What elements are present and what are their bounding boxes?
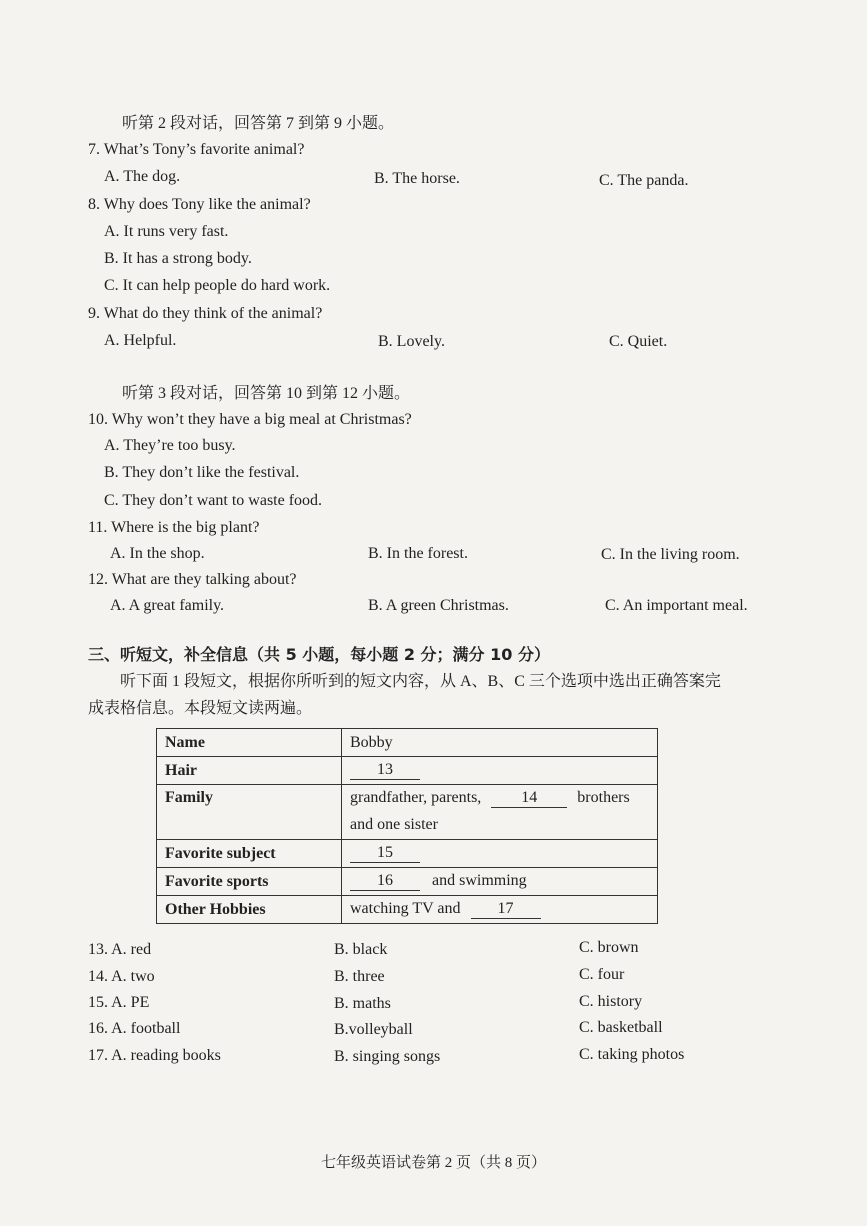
question-7-option-c: C. The panda. — [599, 172, 689, 189]
question-10-option-a: A. They’re too busy. — [104, 437, 236, 454]
question-8-option-c: C. It can help people do hard work. — [104, 277, 331, 294]
option-17-b: B. singing songs — [334, 1048, 441, 1065]
subject-label: Favorite subject — [157, 840, 342, 868]
question-10-stem: 10. Why won’t they have a big meal at Christmas? — [88, 411, 412, 428]
blank-13: 13 — [350, 761, 420, 780]
question-12-stem: 12. What are they talking about? — [88, 571, 297, 588]
instruction-part2: 听第 2 段对话，回答第 7 到第 9 小题。 — [122, 115, 395, 132]
subject-cell — [342, 840, 658, 868]
family-label: Family — [157, 785, 342, 840]
question-10-option-c: C. They don’t want to waste food. — [104, 492, 323, 509]
option-16-b: B.volleyball — [334, 1021, 413, 1038]
page-footer: 七年级英语试卷第 2 页（共 8 页） — [320, 1155, 546, 1171]
table-row — [157, 757, 658, 785]
question-12-option-c: C. An important meal. — [605, 597, 748, 614]
question-9-option-c: C. Quiet. — [609, 333, 668, 350]
question-9-option-a: A. Helpful. — [104, 332, 177, 349]
option-17-c: C. taking photos — [579, 1046, 685, 1063]
table-row — [157, 868, 658, 896]
question-11-stem: 11. Where is the big plant? — [88, 519, 260, 536]
table-row — [157, 785, 658, 840]
question-10-option-b: B. They don’t like the festival. — [104, 464, 300, 481]
option-16-c: C. basketball — [579, 1019, 663, 1036]
option-14-b: B. three — [334, 968, 385, 985]
question-11-option-b: B. In the forest. — [368, 545, 468, 562]
option-13-b: B. black — [334, 941, 388, 958]
question-11-option-a: A. In the shop. — [110, 545, 205, 562]
sports-cell — [342, 868, 658, 896]
question-12-option-b: B. A green Christmas. — [368, 597, 509, 614]
option-13-a: 13. A. red — [88, 941, 152, 958]
sports-post: and swimming — [432, 872, 527, 889]
hair-label: Hair — [157, 757, 342, 785]
blank-17: 17 — [471, 900, 541, 919]
question-11-option-c: C. In the living room. — [601, 546, 740, 563]
blank-16: 16 — [350, 872, 420, 891]
section-3-instruction-line1: 听下面 1 段短文，根据你所听到的短文内容，从 A、B、C 三个选项中选出正确答案完 — [120, 673, 721, 690]
hair-cell — [342, 757, 658, 785]
family-post: brothers — [577, 789, 630, 806]
blank-14: 14 — [491, 789, 567, 808]
question-9-option-b: B. Lovely. — [378, 333, 445, 350]
option-15-a: 15. A. PE — [88, 994, 150, 1011]
question-7-option-a: A. The dog. — [104, 168, 181, 185]
question-8-option-b: B. It has a strong body. — [104, 250, 252, 267]
name-label: Name — [157, 729, 342, 757]
option-15-c: C. history — [579, 993, 643, 1010]
section-3-heading: 三、听短文，补全信息（共 5 小题，每小题 2 分；满分 10 分） — [88, 645, 550, 664]
option-14-a: 14. A. two — [88, 968, 155, 985]
option-13-c: C. brown — [579, 939, 639, 956]
option-16-a: 16. A. football — [88, 1020, 181, 1037]
name-value: Bobby — [342, 729, 658, 757]
question-7-option-b: B. The horse. — [374, 170, 460, 187]
question-9-stem: 9. What do they think of the animal? — [88, 305, 323, 322]
table-row — [157, 729, 658, 757]
family-cell — [342, 785, 658, 840]
sports-label: Favorite sports — [157, 868, 342, 896]
hobbies-cell — [342, 896, 658, 924]
option-17-a: 17. A. reading books — [88, 1047, 221, 1064]
section-3-instruction-line2: 成表格信息。本段短文读两遍。 — [88, 700, 313, 717]
instruction-part3: 听第 3 段对话，回答第 10 到第 12 小题。 — [122, 385, 411, 402]
hobbies-pre: watching TV and — [350, 900, 461, 917]
family-line2: and one sister — [350, 816, 438, 833]
family-pre: grandfather, parents, — [350, 789, 482, 806]
table-row — [157, 896, 658, 924]
question-12-option-a: A. A great family. — [110, 597, 225, 614]
blank-15: 15 — [350, 844, 420, 863]
question-7-stem: 7. What’s Tony’s favorite animal? — [88, 141, 305, 158]
question-8-stem: 8. Why does Tony like the animal? — [88, 196, 311, 213]
question-8-option-a: A. It runs very fast. — [104, 223, 229, 240]
hobbies-label: Other Hobbies — [157, 896, 342, 924]
table-row — [157, 840, 658, 868]
option-14-c: C. four — [579, 966, 625, 983]
option-15-b: B. maths — [334, 995, 391, 1012]
info-table — [156, 728, 658, 924]
